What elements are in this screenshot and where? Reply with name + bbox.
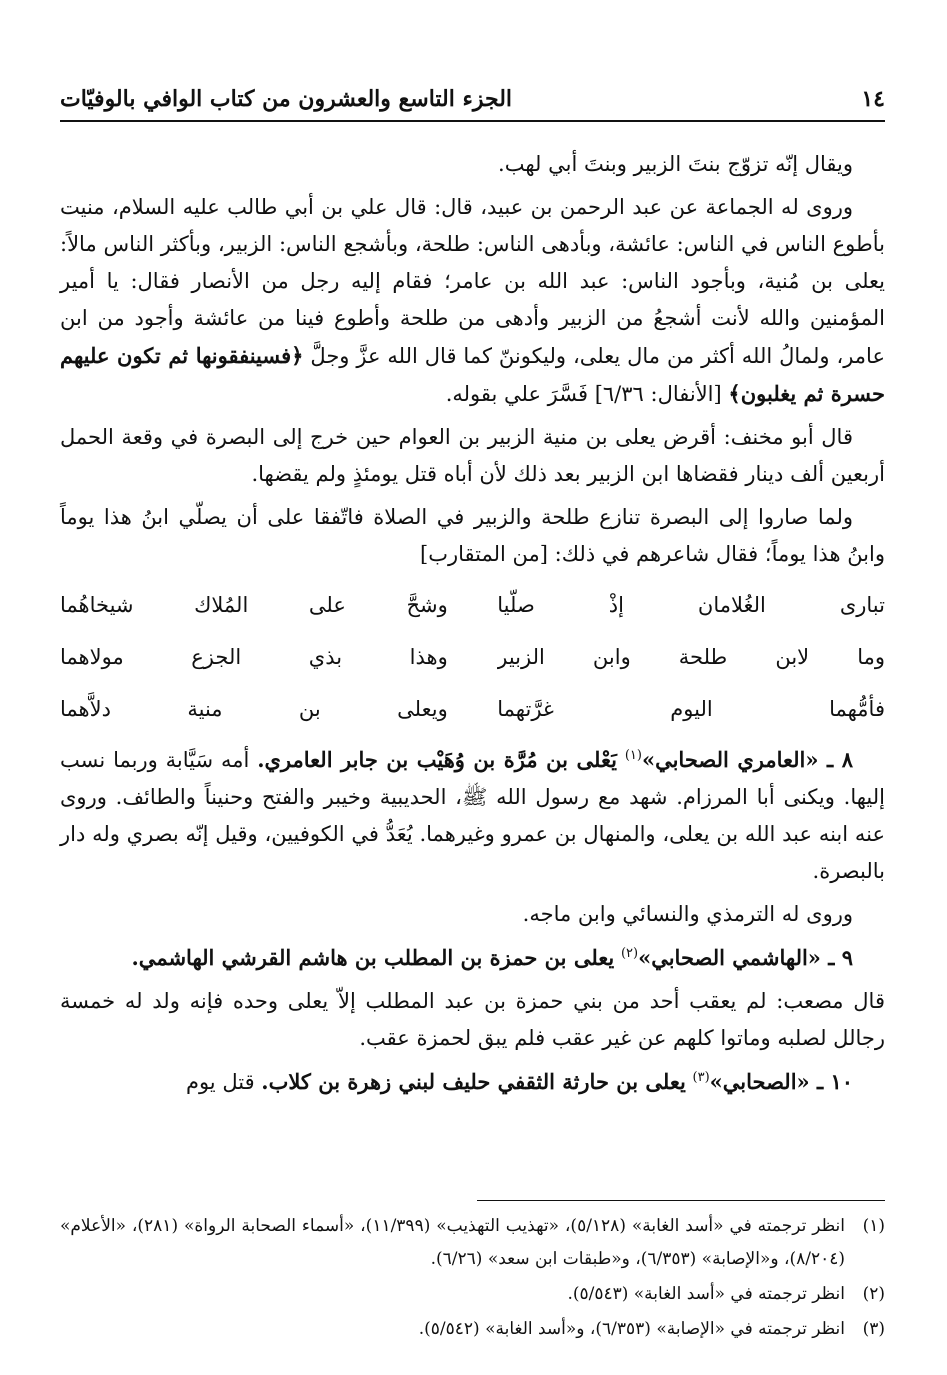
footnote-text: انظر ترجمته في «أسد الغابة» (٥/٥٤٣). bbox=[567, 1284, 845, 1304]
footnote-number: (٣) bbox=[862, 1319, 885, 1339]
footnote-number: (٢) bbox=[862, 1284, 885, 1304]
footnote-text: انظر ترجمته في «الإصابة» (٦/٣٥٣)، و«أسد الغابة» (٥/٥٤٢). bbox=[418, 1319, 845, 1339]
footnote-ref-3: (٣) bbox=[692, 1070, 710, 1085]
footnotes bbox=[60, 1210, 885, 1348]
entry-10 bbox=[60, 1063, 885, 1101]
poem-second-hemistich: وهذا بذي الجزع مولاهما bbox=[60, 644, 448, 669]
entry-8-text: أمه سَيَّابة وربما نسب إليها. ويكنى أبا المرزام. شهد مع رسول الله ﷺ، الحديبية وخيبر والفتح وحنيناً والطائف. وروى عنه ابنه عبد الله بن يعلى، والمنهال بن عمرو وغيرهما. يُعَدُّ في الكوفيين، وقيل إنّه بصري وله دار بالبصرة. bbox=[60, 748, 886, 883]
page-number: ١٤ bbox=[861, 86, 885, 112]
paragraph-ali-text: وروى له الجماعة عن عبد الرحمن بن عبيد، قال: قال علي بن أبي طالب عليه السلام، منيت بأطوع الناس في الناس: عائشة، وبأدهى الناس: طلحة، وبأشجع الناس: الزبير، وبأكثر الناس مالاً: يعلى بن مُنية، وبأجود الناس: عبد الله بن عامر؛ فقام إليه رجل من الأنصار فقال: يا أمير المؤمنين والله لأنت أشجعُ من الزبير وأدهى من طلحة وأطوع فينا من عائشة وأجود من ابن عامر، ولمالُ الله أكثر من مال يعلى، وليكوننّ كما قال الله عزَّ وجلَّ bbox=[60, 195, 885, 368]
poem bbox=[60, 579, 885, 735]
footnote-ref-1: (١) bbox=[624, 748, 642, 763]
entry-9-name: يعلى بن حمزة بن المطلب بن هاشم القرشي الهاشمي. bbox=[131, 945, 615, 970]
paragraph-abu-mikhnaf: قال أبو مخنف: أقرض يعلى بن منية الزبير بن العوام حين خرج إلى البصرة في وقعة الحمل أربعين ألف دينار فقضاها ابن الزبير بعد ذلك لأن أباه قتل يومئذٍ ولم يقضها. bbox=[60, 425, 885, 486]
running-title: الجزء التاسع والعشرون من كتاب الوافي بالوفيّات bbox=[60, 86, 513, 112]
poem-second-hemistich: وشحَّ على المُلاك شيخاهُما bbox=[60, 592, 448, 617]
poem-second-hemistich: ويعلى بن منية دلاَّهما bbox=[60, 696, 448, 721]
entry-8-narrators: وروى له الترمذي والنسائي وابن ماجه. bbox=[522, 902, 853, 926]
quran-reference: [الأنفال: ٦/٣٦] فَسَّرَ علي بقوله. bbox=[445, 382, 722, 406]
entry-9-text: قال مصعب: لم يعقب أحد من بني حمزة بن عبد المطلب إلاّ يعلى وحده فإنه ولد له خمسة رجالل لصلبه وماتوا كلهم عن غير عقب فلم يبق لحمزة عقب. bbox=[60, 989, 885, 1050]
paragraph-ali-narration bbox=[60, 189, 885, 413]
poem-first-hemistich: تبارى الغُلامان إذْ صلّيا bbox=[497, 592, 885, 617]
poem-verse bbox=[60, 631, 885, 683]
footnote-number: (١) bbox=[862, 1216, 885, 1236]
entry-9 bbox=[60, 939, 885, 977]
poem-verse bbox=[60, 579, 885, 631]
entry-8-heading: ٨ ـ «العامري الصحابي» bbox=[641, 747, 853, 772]
page-header bbox=[60, 76, 885, 112]
poem-first-hemistich: وما لابن طلحة وابن الزبير bbox=[497, 644, 885, 669]
entry-10-text: قتل يوم bbox=[185, 1070, 255, 1094]
paragraph-basra-prayer: ولما صاروا إلى البصرة تنازع طلحة والزبير في الصلاة فاتّفقا على أن يصلّي ابنُ هذا يوماً وابنُ هذا يوماً؛ فقال شاعرهم في ذلك: [من المتقارب] bbox=[60, 505, 885, 566]
poem-first-hemistich: فأمُّهما اليوم غرَّتهما bbox=[497, 696, 885, 721]
book-page bbox=[60, 0, 885, 1375]
entry-9-heading: ٩ ـ «الهاشمي الصحابي» bbox=[638, 945, 853, 970]
footnote bbox=[60, 1278, 885, 1311]
entry-10-heading: ١٠ ـ «الصحابي» bbox=[709, 1069, 853, 1094]
footnote-rule bbox=[477, 1200, 885, 1201]
paragraph-marriage: ويقال إنّه تزوّج بنتَ الزبير وبنتَ أبي لهب. bbox=[498, 152, 853, 176]
entry-10-name: يعلى بن حارثة الثقفي حليف لبني زهرة بن كلاب. bbox=[261, 1069, 686, 1094]
poem-verse bbox=[60, 683, 885, 735]
quran-quote: ﴿فسينفقونها ثم تكون عليهم حسرة ثم يغلبون﴾ bbox=[60, 343, 885, 406]
entry-8 bbox=[60, 741, 885, 890]
footnote-text: انظر ترجمته في «أسد الغابة» (٥/١٢٨)، «تهذيب التهذيب» (١١/٣٩٩)، «أسماء الصحابة الرواة» (٢٨١)، «الأعلام» (٨/٢٠٤)، و«الإصابة» (٦/٣٥٣)، و«طبقات ابن سعد» (٦/٢٦). bbox=[60, 1216, 845, 1269]
footnote bbox=[60, 1210, 885, 1276]
footnote bbox=[60, 1313, 885, 1346]
main-text bbox=[60, 146, 885, 1107]
entry-8-name: يَعْلى بن مُرَّة بن وُهَيْب بن جابر العامري. bbox=[257, 747, 617, 772]
header-rule bbox=[60, 120, 885, 122]
footnote-ref-2: (٢) bbox=[620, 946, 639, 961]
